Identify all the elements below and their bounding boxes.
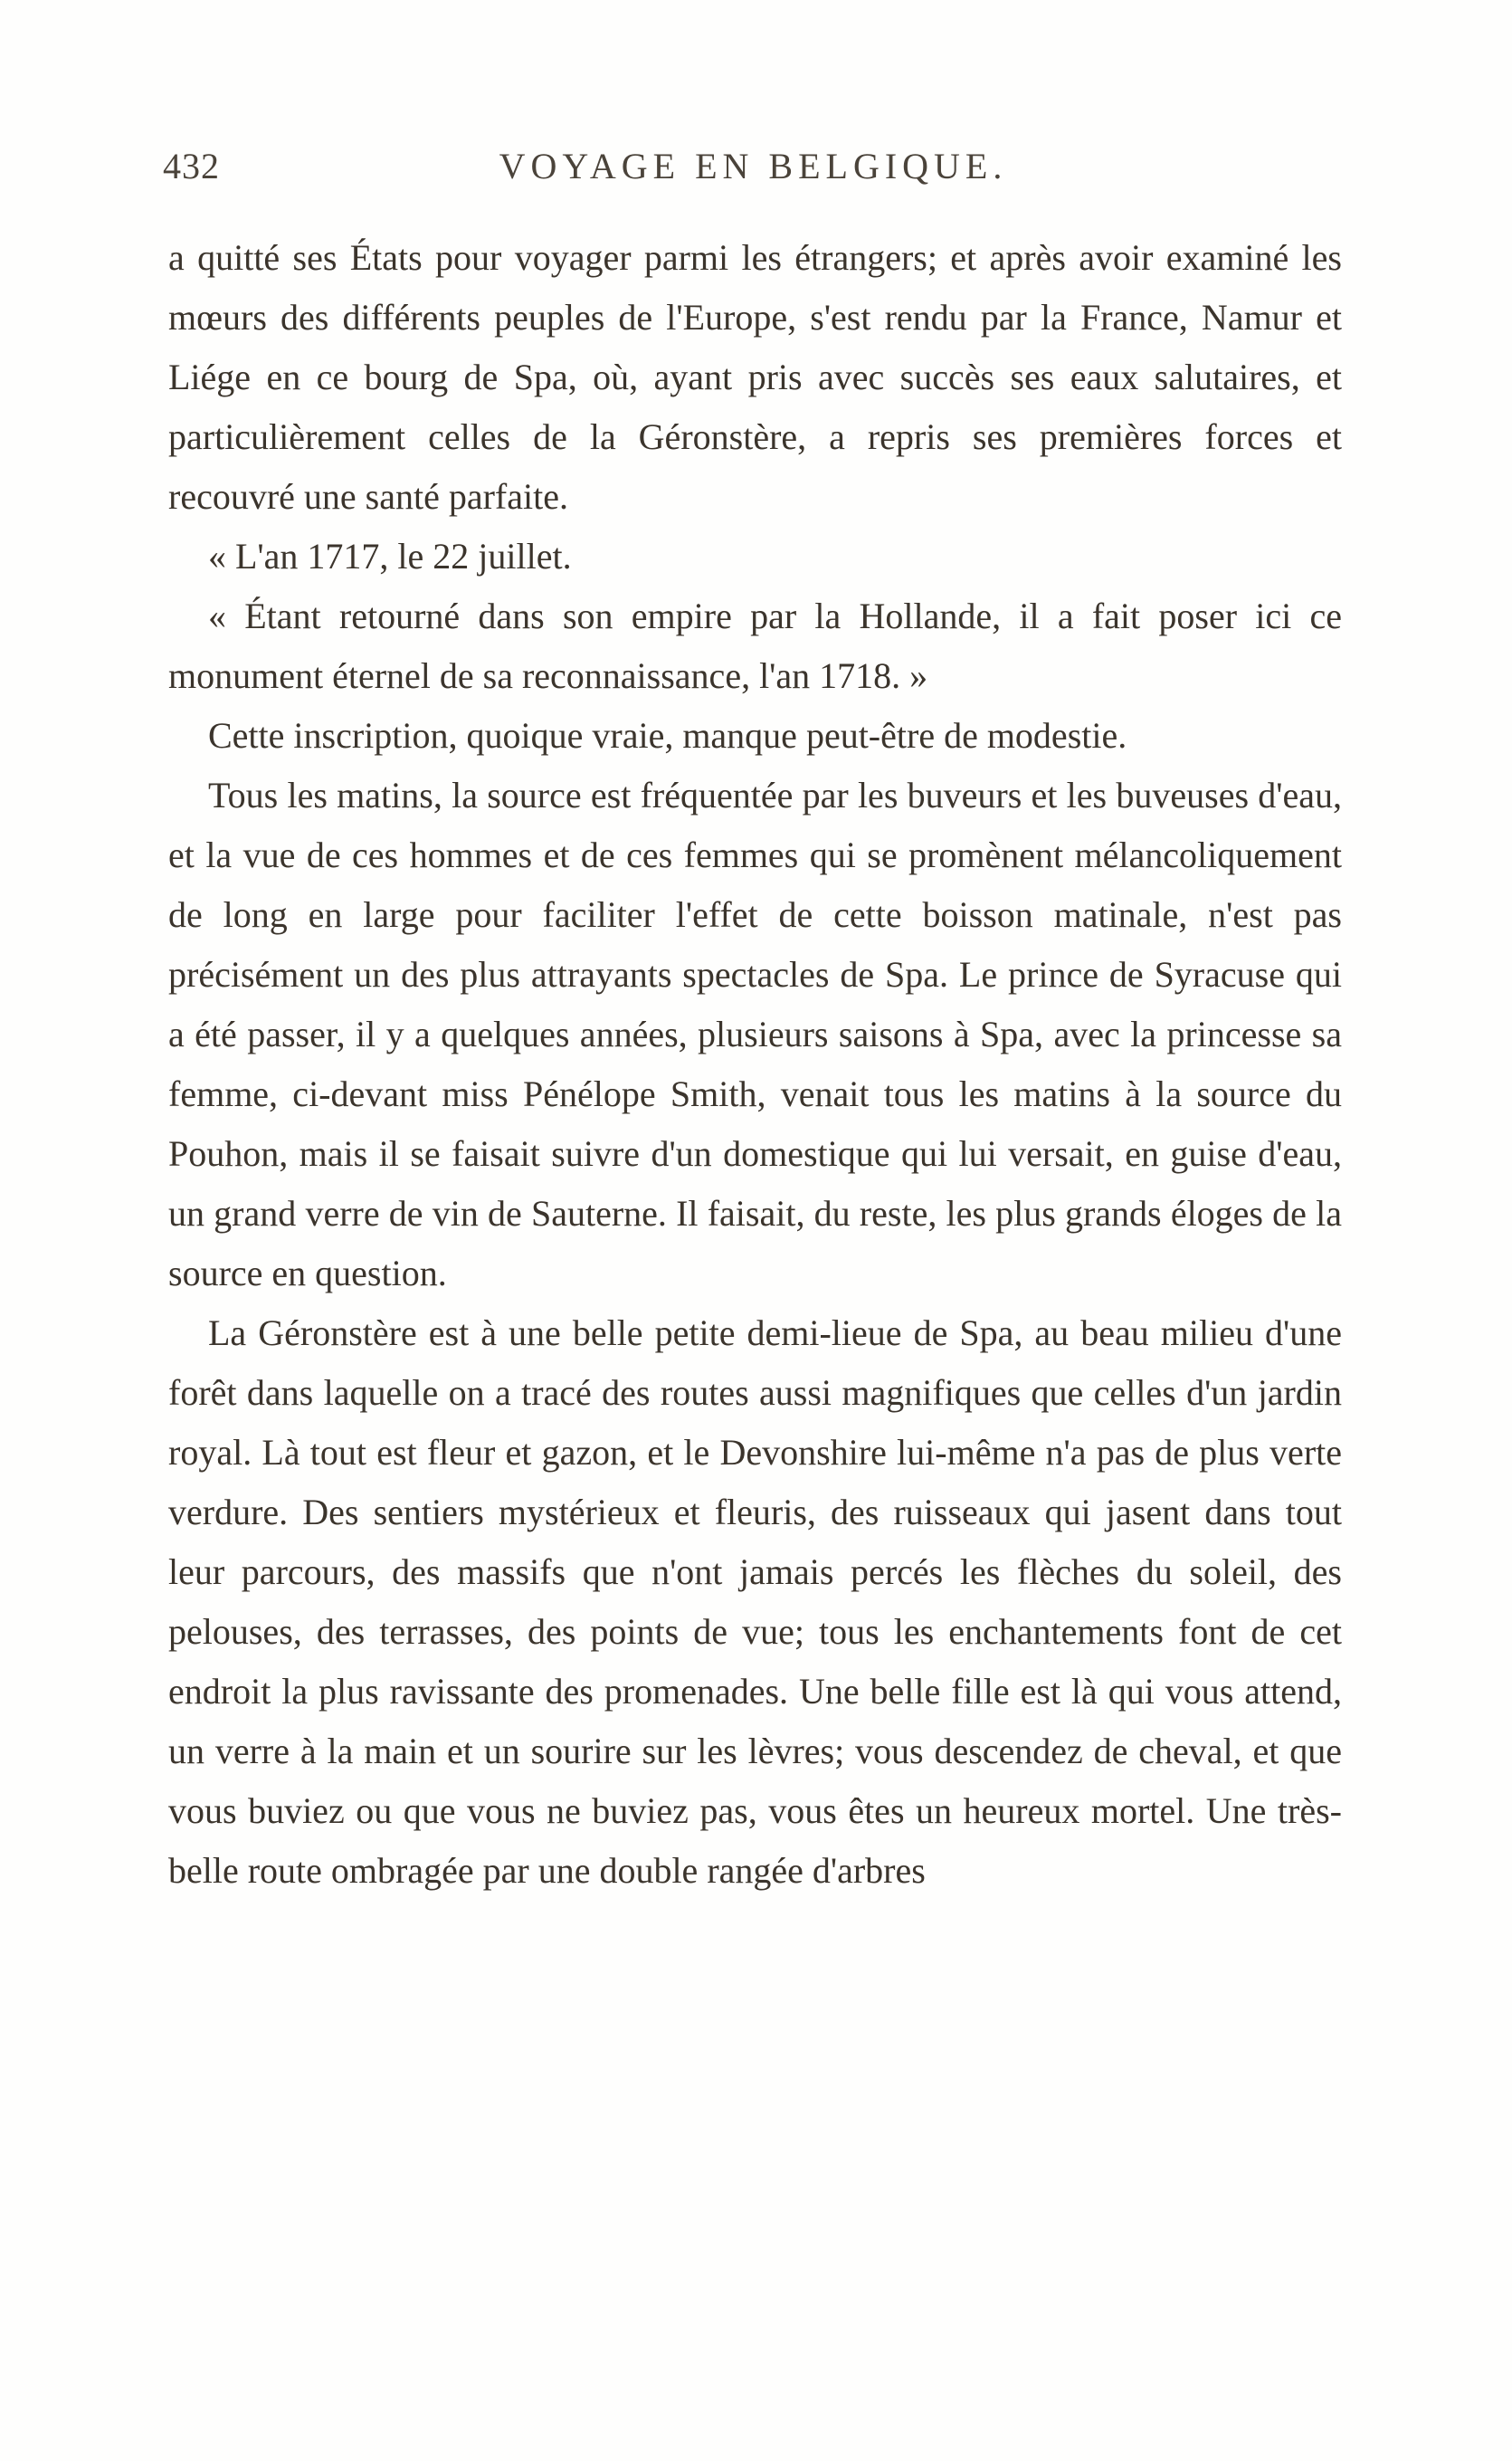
paragraph-inscription-date: « L'an 1717, le 22 juillet.: [208, 536, 572, 577]
body-text: [168, 228, 1342, 1901]
paragraph-geronstere: La Géronstère est à une belle petite demi-lieue de Spa, au beau milieu d'une forêt dans laquelle on a tracé des routes aussi magnifiques que celles d'un jardin royal. Là tout est fleur et gazon, et le Devonshire lui-même n'a pas de plus verte verdure. Des sentiers mystérieux et fleuris, des ruisseaux qui jasent dans tout leur parcours, des massifs que n'ont jamais percés les flèches du soleil, des pelouses, des terrasses, des points de vue; tous les enchantements font de cet endroit la plus ravissante des promenades. Une belle fille est là qui vous attend, un verre à la main et un sourire sur les lèvres; vous descendez de cheval, et que vous buviez ou que vous ne buviez pas, vous êtes un heureux mortel. Une très-belle route ombragée par une double rangée d'arbres: [168, 1312, 1342, 1891]
paragraph-inscription-end: « Étant retourné dans son empire par la Hollande, il a fait poser ici ce monument éternel de sa reconnaissance, l'an 1718. »: [168, 596, 1342, 696]
paragraph-morning-source: Tous les matins, la source est fréquentée par les buveurs et les buveuses d'eau, et la vue de ces hommes et de ces femmes qui se promènent mélancoliquement de long en large pour faciliter l'effet de cette boisson matinale, n'est pas précisément un des plus attrayants spectacles de Spa. Le prince de Syracuse qui a été passer, il y a quelques années, plusieurs saisons à Spa, avec la princesse sa femme, ci-devant miss Pénélope Smith, venait tous les matins à la source du Pouhon, mais il se faisait suivre d'un domestique qui lui versait, en guise d'eau, un grand verre de vin de Sauterne. Il faisait, du reste, les plus grands éloges de la source en question.: [168, 775, 1342, 1293]
running-title: VOYAGE EN BELGIQUE.: [499, 146, 1008, 186]
paragraph-modesty: Cette inscription, quoique vraie, manque peut-être de modestie.: [208, 715, 1127, 756]
page-number: 432: [163, 146, 220, 186]
page-header: [163, 145, 1344, 199]
paragraph-continuation: a quitté ses États pour voyager parmi les étrangers; et après avoir examiné les mœurs des différents peuples de l'Europe, s'est rendu par la France, Namur et Liége en ce bourg de Spa, où, ayant pris avec succès ses eaux salutaires, et particulièrement celles de la Géronstère, a repris ses premières forces et recouvré une santé parfaite.: [168, 237, 1342, 517]
